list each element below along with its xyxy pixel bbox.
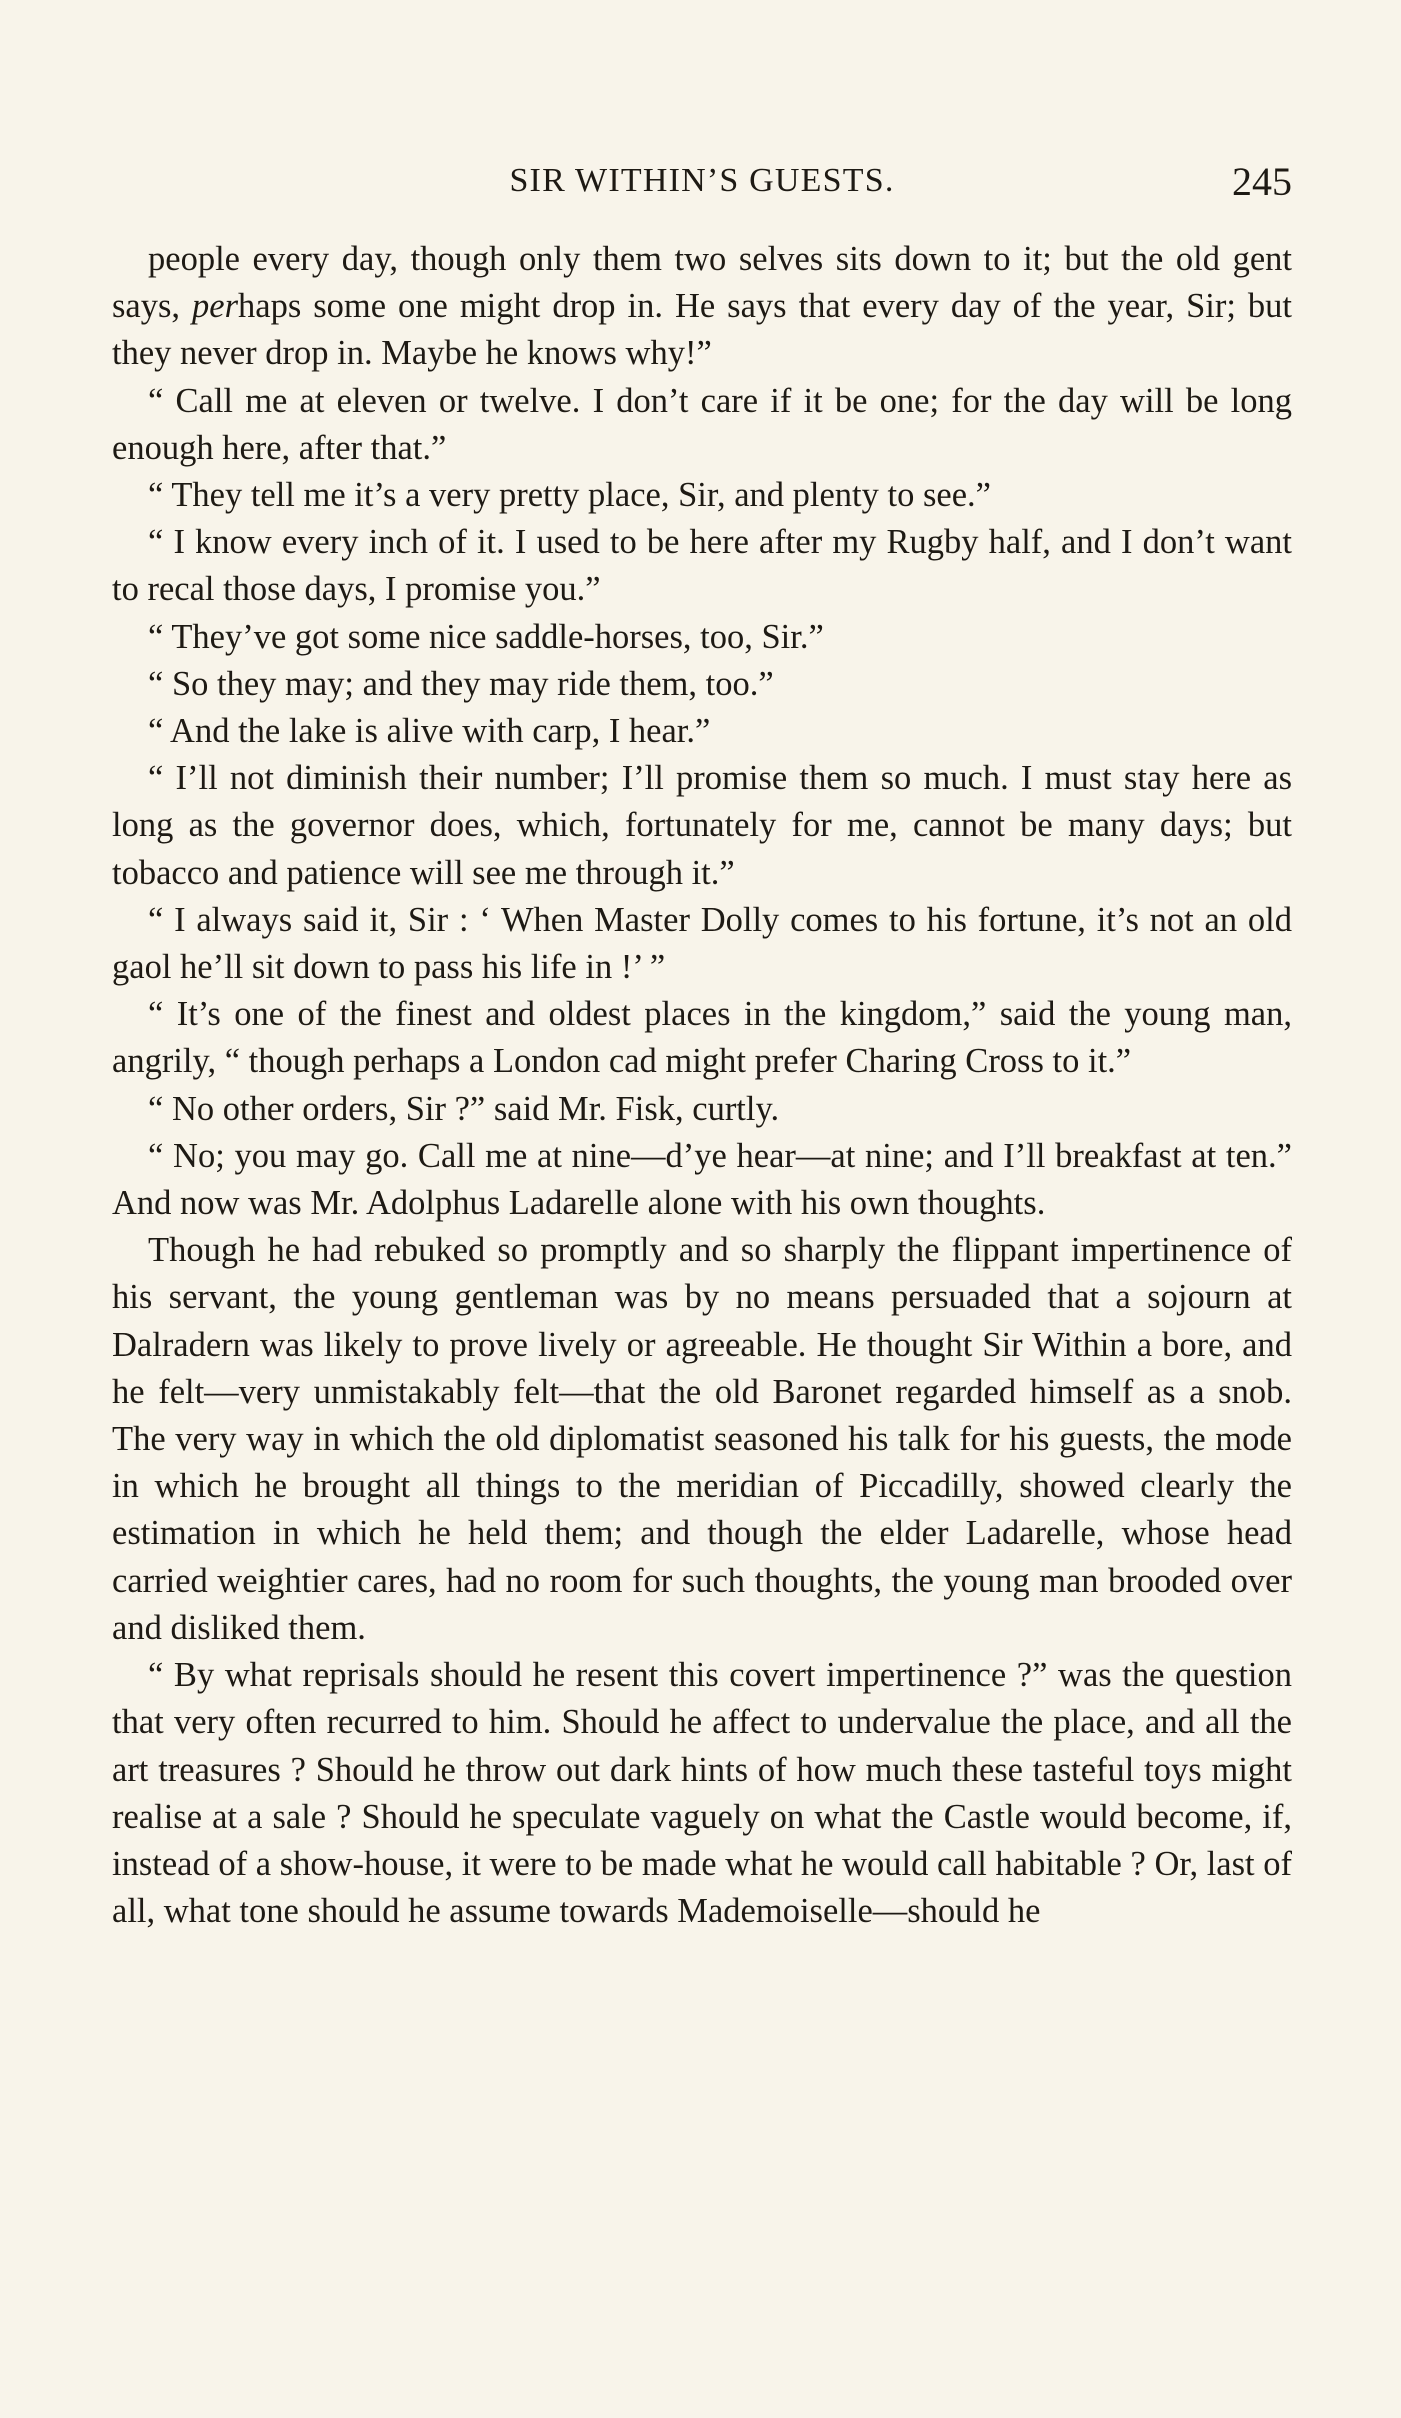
paragraph: “ I always said it, Sir : ‘ When Master Dolly comes to his fortune, it’s not an old gaol he’ll sit down to pass his life in !’ ” (112, 900, 1292, 987)
body-text (112, 236, 1292, 1935)
paragraph: “ Call me at eleven or twelve. I don’t care if it be one; for the day will be long enough here, after that.” (112, 381, 1292, 467)
paragraph: “ No other orders, Sir ?” said Mr. Fisk, curtly. (148, 1089, 780, 1128)
page-number: 245 (1232, 159, 1292, 204)
paragraph-text-segment: haps some one might drop in. He says that every day of the year, Sir; but they never drop in. Maybe he knows why!” (112, 287, 1293, 373)
paragraph: “ By what reprisals should he resent this covert impertinence ?” was the question that very often recurred to him. Should he affect to undervalue the place, and all the art treasures ? Should he throw out dark hints of how much these tasteful toys might realise at a sale ? Should he speculate vaguely on what the Castle would become, if, instead of a show-house, it were to be made what he would call habitable ? Or, last of all, what tone should he assume towards Mademoiselle—should he (112, 1656, 1292, 1931)
paragraph: “ No; you may go. Call me at nine—d’ye hear—at nine; and I’ll breakfast at ten.” And now was Mr. Adolphus Ladarelle alone with his own thoughts. (112, 1136, 1292, 1223)
running-head (112, 159, 1292, 212)
paragraph (112, 236, 1292, 378)
paragraph-text-segment: people every day, though only them two selves sits down to it; but the old gent says, (112, 240, 1292, 326)
paragraph: “ So they may; and they may ride them, too.” (148, 664, 774, 703)
paragraph: “ And the lake is alive with carp, I hear.” (148, 712, 711, 751)
paragraph: “ It’s one of the finest and oldest places in the kingdom,” said the young man, angrily, “ though perhaps a London cad might prefer Charing Cross to it.” (112, 995, 1292, 1081)
running-title: SIR WITHIN’S GUESTS. (509, 162, 895, 199)
paragraph: “ I know every inch of it. I used to be here after my Rugby half, and I don’t want to recal those days, I promise you.” (112, 523, 1292, 609)
paragraph: “ I’ll not diminish their number; I’ll promise them so much. I must stay here as long as the governor does, which, fortunately for me, cannot be many days; but tobacco and patience will see me through it.” (112, 759, 1292, 892)
paragraph: “ They tell me it’s a very pretty place, Sir, and plenty to see.” (148, 476, 991, 515)
paragraph-italic-segment: per (192, 287, 239, 326)
paragraph: “ They’ve got some nice saddle-horses, too, Sir.” (148, 617, 824, 656)
paragraph: Though he had rebuked so promptly and so sharply the flippant impertinence of his servant, the young gentleman was by no means persuaded that a sojourn at Dalradern was likely to prove lively or agreeable. He thought Sir Within a bore, and he felt—very unmistakably felt—that the old Baronet regarded himself as a snob. The very way in which the old diplomatist seasoned his talk for his guests, the mode in which he brought all things to the meridian of Piccadilly, showed clearly the estimation in which he held them; and though the elder Ladarelle, whose head carried weightier cares, had no room for such thoughts, the young man brooded over and disliked them. (112, 1231, 1292, 1647)
